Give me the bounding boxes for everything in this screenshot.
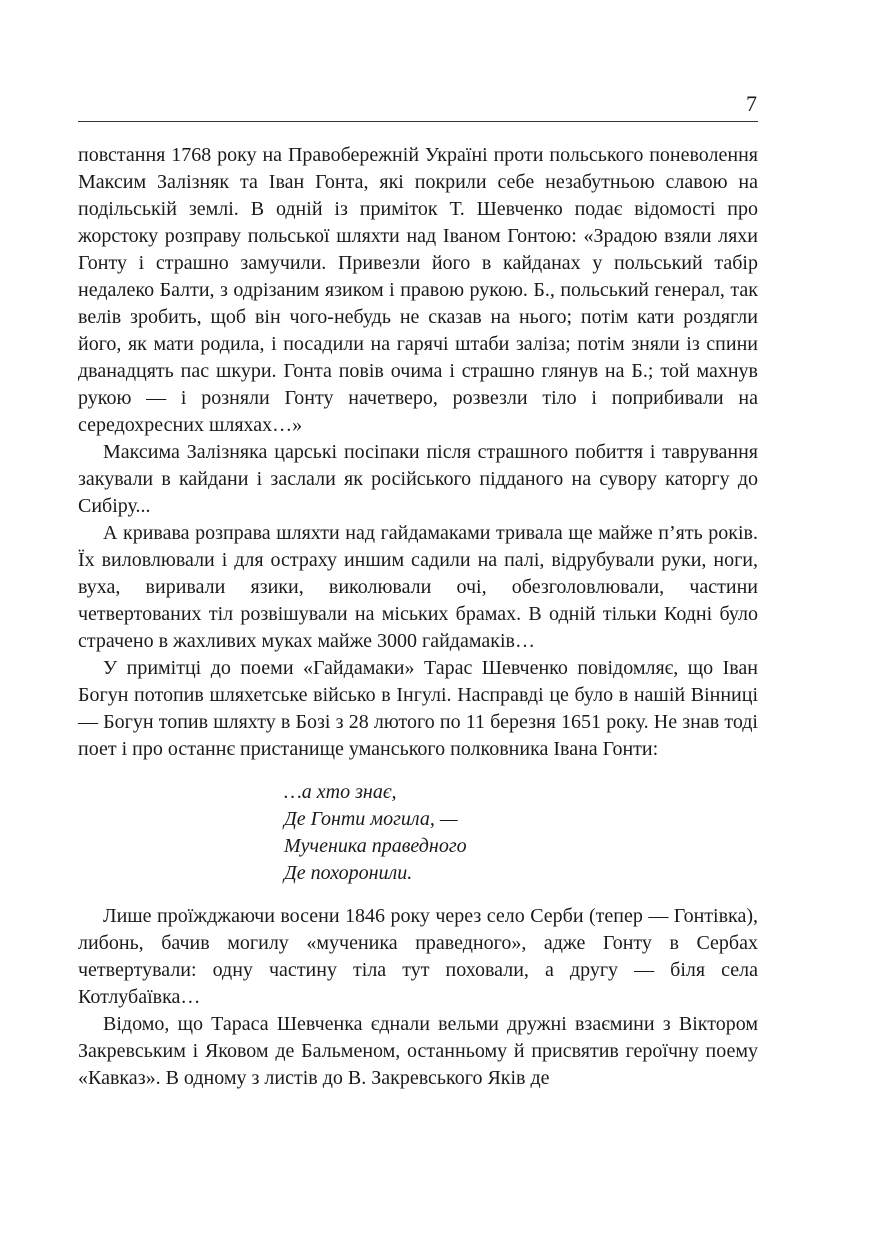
page-number: 7	[746, 91, 757, 116]
paragraph-1: повстання 1768 року на Правобережній Україні проти польського поневолення Максим Залізняк та Іван Гонта, які покрили себе незабутньою славою на подільській землі. В одній із приміток Т. Шевченко подає відомості про жорстоку розправу польської шляхти над Іваном Гонтою: «Зрадою взяли ляхи Гонту і страшно замучили. Привезли його в кайданах у польський табір недалеко Балти, з одрізаним язиком і правою рукою. Б., польський генерал, так велів зробить, щоб він чого-небудь не сказав на нього; потім кати роздягли його, як мати родила, і посадили на гарячі штаби заліза; потім зняли із спини дванадцять пас шкури. Гонта повів очима і страшно глянув на Б.; той махнув рукою — і розняли Гонту начетверо, розвезли тіло і поприбивали на середохресних шляхах…»	[78, 144, 758, 436]
paragraph-2: Максима Залізняка царські посіпаки після страшного побиття і таврування закували в кайдани і заслали як російського підданого на сувору каторгу до Сибіру...	[78, 441, 758, 517]
paragraph-5: Лише проїжджаючи восени 1846 року через село Серби (тепер — Гонтівка), либонь, бачив могилу «мученика праведного», адже Гонту в Сербах четвертували: одну частину тіла тут поховали, а другу — біля села Котлубаївка…	[78, 905, 758, 1008]
verse-line-1: …а хто знає,	[284, 781, 397, 803]
verse-line-4: Де похоронили.	[284, 862, 413, 884]
verse-line-3: Мученика праведного	[284, 835, 467, 857]
body-text	[78, 142, 758, 1092]
header-rule	[78, 121, 758, 122]
paragraph-4: У примітці до поеми «Гайдамаки» Тарас Шевченко повідомляє, що Іван Богун потопив шляхетське військо в Інгулі. Насправді це було в нашій Вінниці — Богун топив шляхту в Бозі з 28 лютого по 11 березня 1651 року. Не знав тоді поет і про останнє пристанище уманського полковника Івана Гонти:	[78, 657, 758, 760]
verse-line-2: Де Гонти могила, —	[284, 808, 458, 830]
verse-quote	[284, 779, 758, 887]
paragraph-3: А кривава розправа шляхти над гайдамаками тривала ще майже п’ять років. Їх виловлювали і для остраху иншим садили на палі, відрубували руки, ноги, вуха, виривали язики, виколювали очі, обезголовлювали, частини четвертованих тіл розвішували на міських брамах. В одній тільки Кодні було страчено в жахливих муках майже 3000 гайдамаків…	[78, 522, 758, 652]
paragraph-6: Відомо, що Тараса Шевченка єднали вельми дружні взаємини з Віктором Закревським і Яковом де Бальменом, останньому й присвятив героїчну поему «Кавказ». В одному з листів до В. Закревського Яків де	[78, 1013, 758, 1089]
